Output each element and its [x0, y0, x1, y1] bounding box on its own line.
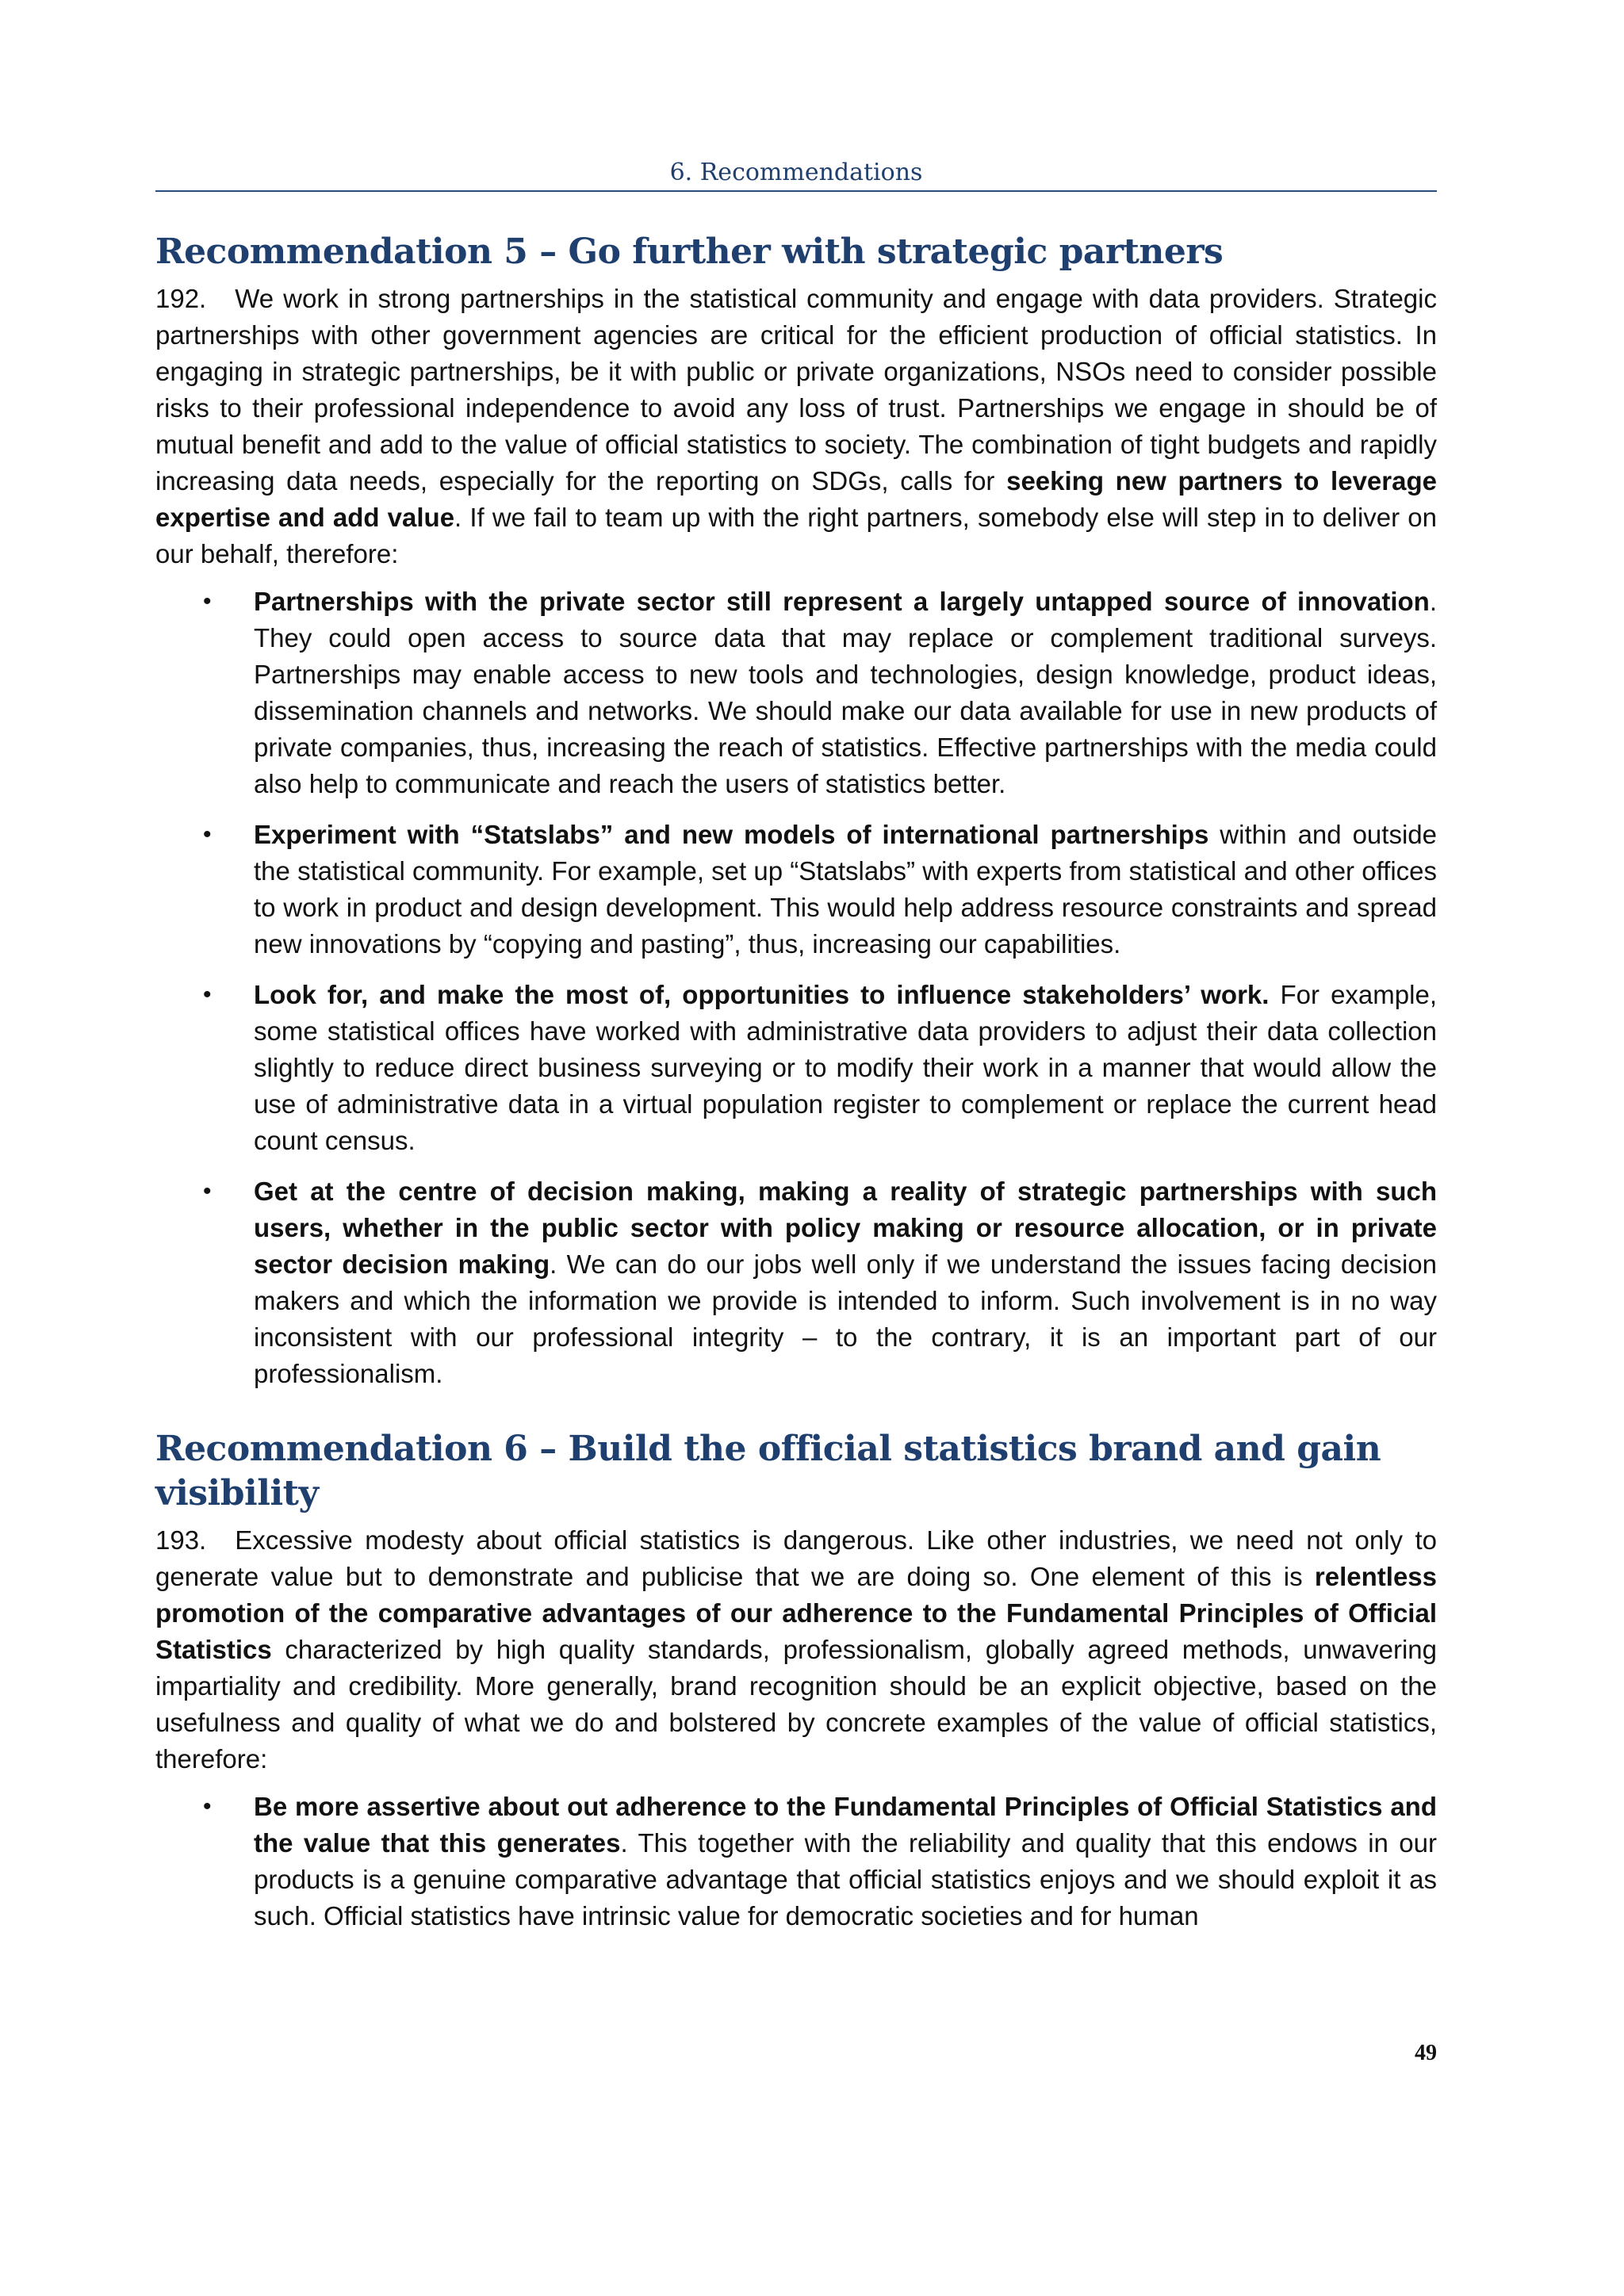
bullet-bold-text: Be more assertive about out adherence to the Fundamental Principles of Official Statistics and the value that this generates [254, 1792, 1437, 1858]
bullet-item [155, 817, 1437, 962]
section-heading-recommendation-6: Recommendation 6 – Build the official statistics brand and gain visibility [155, 1429, 1381, 1513]
bullet-text: within and outside the statistical community. For example, set up “Statslabs” with experts from statistical and other offices to work in product and design development. This would help address resource constraints and spread new innovations by “copying and pasting”, thus, increasing our capabilities. [254, 820, 1437, 959]
paragraph-number: 193. [155, 1525, 207, 1555]
bullet-text: . We can do our jobs well only if we understand the issues facing decision makers and which the information we provide is intended to inform. Such involvement is in no way inconsistent with our professional integrity – to the contrary, it is an important part of our professionalism. [254, 1249, 1437, 1388]
bullet-list-recommendation-5 [155, 584, 1437, 1392]
bullet-text: . They could open access to source data that may replace or complement traditional surveys. Partnerships may enable access to new tools and technologies, design knowledge, product ideas, dissemination channels and networks. We should make our data available for use in new products of private companies, thus, increasing the reach of statistics. Effective partnerships with the media could also help to communicate and reach the users of statistics better. [254, 587, 1437, 798]
page-content [155, 230, 1437, 1949]
bullet-marker: • [203, 1178, 212, 1204]
bullet-item [155, 1173, 1437, 1392]
bullet-item [155, 977, 1437, 1159]
bullet-bold-text: Get at the centre of decision making, making a reality of strategic partnerships with such users, whether in the public sector with policy making or resource allocation, or in private sector decision making [254, 1177, 1437, 1279]
paragraph-bold-text: relentless promotion of the comparative advantages of our adherence to the Fundamental Principles of Official Statistics [155, 1562, 1437, 1664]
paragraph-193 [155, 1522, 1437, 1777]
paragraph-192 [155, 281, 1437, 572]
bullet-marker: • [203, 982, 212, 1008]
bullet-item [155, 1789, 1437, 1934]
bullet-list-recommendation-6 [155, 1789, 1437, 1934]
paragraph-text: Excessive modesty about official statistics is dangerous. Like other industries, we need not only to generate value but to demonstrate and publicise that we are doing so. One element of this is [155, 1525, 1437, 1591]
running-header: 6. Recommendations [669, 159, 923, 186]
bullet-bold-text: Look for, and make the most of, opportunities to influence stakeholders’ work. [254, 980, 1270, 1009]
paragraph-text: . If we fail to team up with the right partners, somebody else will step in to deliver on our behalf, therefore: [155, 503, 1437, 568]
paragraph-bold-text: seeking new partners to leverage expertise and add value [155, 466, 1437, 532]
section-heading-recommendation-5: Recommendation 5 – Go further with strategic partners [155, 232, 1224, 272]
bullet-marker: • [203, 1793, 212, 1820]
bullet-marker: • [203, 821, 212, 848]
page-number: 49 [1415, 2041, 1437, 2065]
header-rule [155, 190, 1437, 192]
bullet-text: . This together with the reliability and quality that this endows in our products is a genuine comparative advantage that official statistics enjoys and we should exploit it as such. Official statistics have intrinsic value for democratic societies and for human [254, 1828, 1437, 1931]
bullet-marker: • [203, 588, 212, 614]
bullet-text: For example, some statistical offices have worked with administrative data providers to adjust their data collection slightly to reduce direct business surveying or to modify their work in a manner that would allow the use of administrative data in a virtual population register to complement or replace the current head count census. [254, 980, 1437, 1155]
bullet-item [155, 584, 1437, 802]
paragraph-text: characterized by high quality standards, professionalism, globally agreed methods, unwavering impartiality and credibility. More generally, brand recognition should be an explicit objective, based on the usefulness and quality of what we do and bolstered by concrete examples of the value of official statistics, therefore: [155, 1635, 1437, 1774]
paragraph-number: 192. [155, 284, 207, 313]
bullet-bold-text: Partnerships with the private sector still represent a largely untapped source of innovation [254, 587, 1430, 616]
document-page [155, 0, 1437, 2296]
bullet-bold-text: Experiment with “Statslabs” and new models of international partnerships [254, 820, 1209, 849]
paragraph-text: We work in strong partnerships in the statistical community and engage with data providers. Strategic partnerships with other government agencies are critical for the efficient production of official statistics. In engaging in strategic partnerships, be it with public or private organizations, NSOs need to consider possible risks to their professional independence to avoid any loss of trust. Partnerships we engage in should be of mutual benefit and add to the value of official statistics to society. The combination of tight budgets and rapidly increasing data needs, especially for the reporting on SDGs, calls for [155, 284, 1437, 496]
